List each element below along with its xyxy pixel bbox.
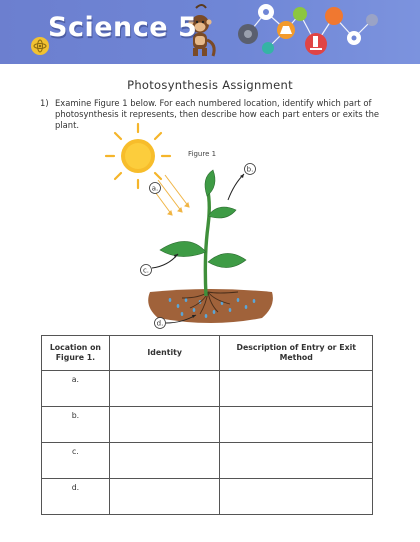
table-row [42,371,373,407]
question-number: 1) [40,98,49,108]
row-location: d. [42,479,110,515]
description-answer-cell[interactable] [220,479,373,515]
description-answer-cell[interactable] [220,407,373,443]
callout-b [228,164,256,201]
header-description: Description of Entry or Exit Method [220,336,373,371]
banner-title: Science 5 [48,12,198,43]
svg-text:a.: a. [151,184,159,193]
sunlight-arrows [150,175,189,215]
figure-label: Figure 1 [188,150,217,158]
callout-c [141,254,179,276]
assignment-title: Photosynthesis Assignment [127,78,293,92]
svg-text:b.: b. [246,165,254,174]
header-location: Location on Figure 1. [42,336,110,371]
header-identity: Identity [109,336,220,371]
svg-text:c.: c. [142,266,150,275]
soil-mound [148,289,273,323]
callout-a [150,183,161,194]
description-answer-cell[interactable] [220,443,373,479]
table-header-row [42,336,373,371]
table-row [42,407,373,443]
identity-answer-cell[interactable] [109,407,220,443]
answer-table [41,335,373,515]
row-location: c. [42,443,110,479]
table-row [42,479,373,515]
identity-answer-cell[interactable] [109,371,220,407]
row-location: b. [42,407,110,443]
table-row [42,443,373,479]
plant-stem [205,186,209,296]
sun-icon [106,124,170,188]
svg-text:d.: d. [156,319,164,328]
description-answer-cell[interactable] [220,371,373,407]
identity-answer-cell[interactable] [109,443,220,479]
plant-leaves [160,170,246,268]
identity-answer-cell[interactable] [109,479,220,515]
question-text: Examine Figure 1 below. For each numbered location, identify which part of photosynthesis it represents, then describe how each part enters or exits the plant. [55,98,380,130]
row-location: a. [42,371,110,407]
